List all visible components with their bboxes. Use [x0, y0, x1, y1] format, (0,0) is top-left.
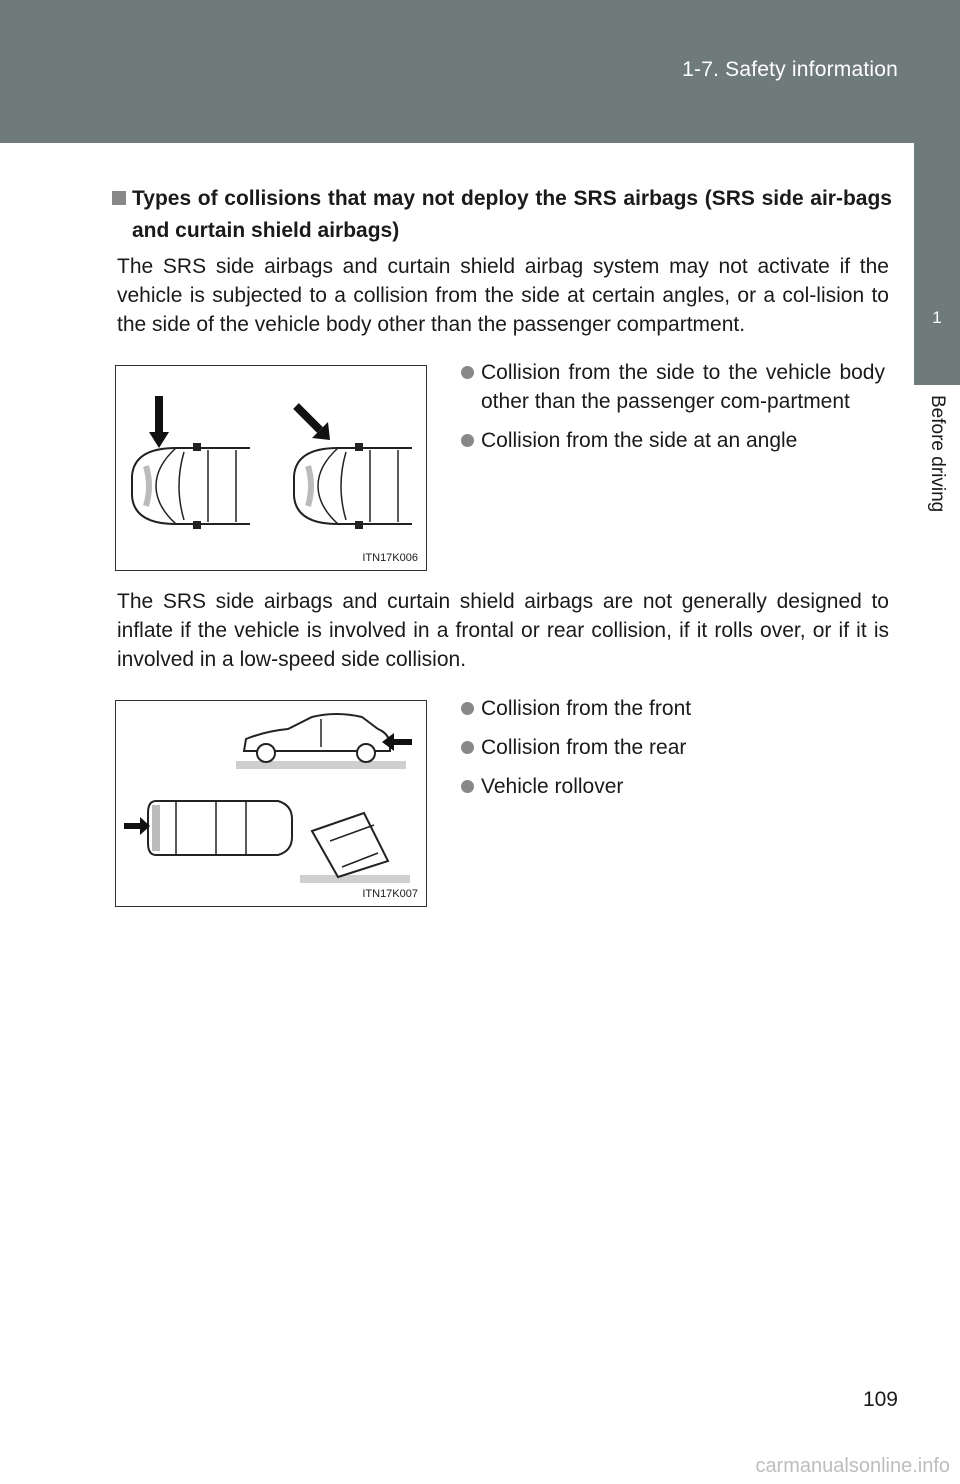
side-collision-illustration: [116, 366, 426, 570]
bullet-icon: [461, 741, 474, 754]
car-side-view-icon: [236, 714, 406, 769]
paragraph-not-designed: The SRS side airbags and curtain shield airbags are not generally designed to inflate if the vehicle is involved in a frontal or rear collision, if it rolls over, or if it is involved in a low-speed side collision.: [117, 590, 889, 671]
bullet-icon: [461, 366, 474, 379]
bullet-list-side: [461, 358, 885, 465]
car-top-view-icon: [294, 444, 412, 528]
bullet-icon: [461, 702, 474, 715]
figure-code: ITN17K006: [362, 552, 418, 564]
paragraph-side-activation: The SRS side airbags and curtain shield airbag system may not activate if the vehicle is subjected to a collision from the side at certain angles, or a col-lision to the side of the vehicle body other than the passenger compartment.: [117, 255, 889, 336]
bullet-icon: [461, 434, 474, 447]
bullet-list-other: [461, 694, 885, 811]
arrow-right-icon: [124, 817, 150, 835]
page-header: [0, 0, 960, 143]
rollover-car-icon: [300, 813, 410, 883]
list-item: Collision from the front: [461, 694, 885, 723]
list-item: Vehicle rollover: [461, 772, 885, 801]
section-title: 1-7. Safety information: [682, 58, 898, 81]
heading-square-icon: [112, 191, 126, 205]
arrow-down-icon: [149, 396, 169, 448]
figure-code: ITN17K007: [362, 888, 418, 900]
section-heading: [112, 183, 892, 247]
car-top-view-icon: [148, 801, 292, 855]
arrow-diagonal-icon: [296, 406, 330, 440]
list-item: Collision from the rear: [461, 733, 885, 762]
figure-side-collision: [115, 365, 427, 571]
list-item: Collision from the side to the vehicle body other than the passenger com-partment: [461, 358, 885, 416]
chapter-title: Before driving: [927, 395, 948, 513]
chapter-number: 1: [932, 308, 942, 327]
car-top-view-icon: [132, 444, 250, 528]
chapter-tab: [914, 143, 960, 385]
page-number: 109: [862, 1388, 898, 1411]
bullet-icon: [461, 780, 474, 793]
other-collisions-illustration: [116, 701, 426, 906]
list-item: Collision from the side at an angle: [461, 426, 885, 455]
heading-text: Types of collisions that may not deploy the SRS airbags (SRS side air-bags and curtain shield airbags): [132, 187, 892, 242]
watermark: carmanualsonline.info: [755, 1455, 950, 1477]
figure-other-collisions: [115, 700, 427, 907]
